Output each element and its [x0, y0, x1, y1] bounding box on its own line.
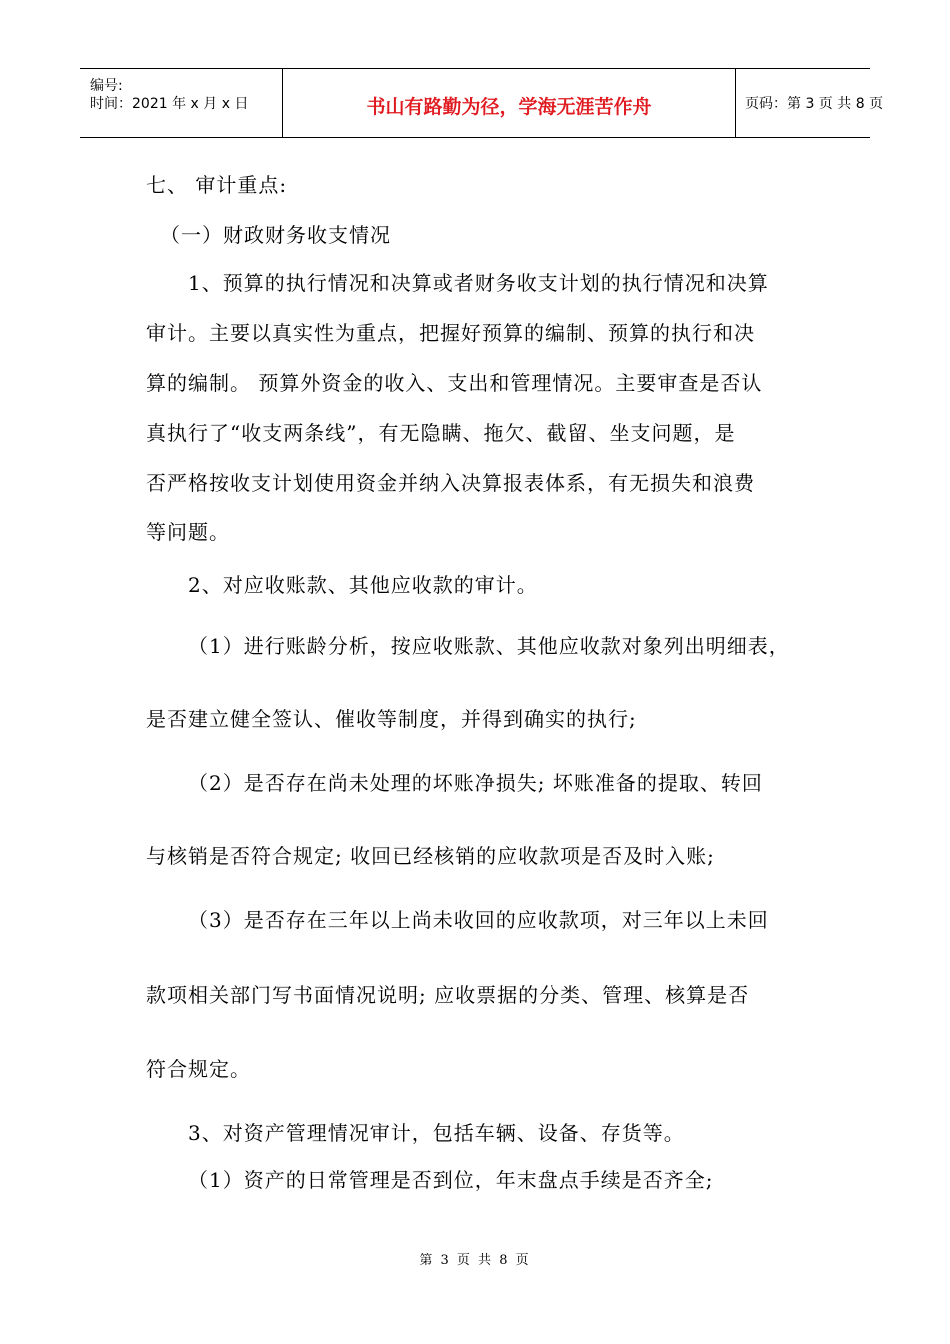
header-middle-cell: [282, 69, 736, 137]
section-heading: 七、 审计重点:: [146, 173, 288, 197]
header-table: [80, 68, 884, 138]
body-line: （2）是否存在尚未处理的坏账净损失; 坏账准备的提取、转回: [188, 771, 763, 795]
body-line: 算的编制。 预算外资金的收入、支出和管理情况。主要审查是否认: [146, 371, 763, 395]
header-left-cell: [80, 69, 282, 137]
body-line: 3、对资产管理情况审计，包括车辆、设备、存货等。: [188, 1121, 685, 1145]
header-page-info: 页码：第 3 页 共 8 页: [745, 96, 884, 112]
body-line: 与核销是否符合规定; 收回已经核销的应收款项是否及时入账;: [146, 844, 715, 868]
body-line: （3）是否存在三年以上尚未收回的应收款项，对三年以上未回: [188, 908, 769, 932]
page-footer: 第 3 页 共 8 页: [419, 1253, 531, 1268]
body-line: （1）资产的日常管理是否到位，年末盘点手续是否齐全;: [188, 1168, 714, 1192]
body-line: 真执行了“收支两条线”，有无隐瞒、拖欠、截留、坐支问题，是: [146, 421, 736, 445]
body-line: （1）进行账龄分析，按应收账款、其他应收款对象列出明细表，: [188, 634, 790, 658]
body-line: 符合规定。: [146, 1057, 251, 1081]
body-line: 是否建立健全签认、催收等制度，并得到确实的执行;: [146, 707, 637, 731]
body-line: 否严格按收支计划使用资金并纳入决算报表体系，有无损失和浪费: [146, 471, 755, 495]
subsection-heading: （一）财政财务收支情况: [160, 223, 391, 247]
body-line: 等问题。: [146, 520, 230, 544]
body-line: 款项相关部门写书面情况说明; 应收票据的分类、管理、核算是否: [146, 983, 750, 1007]
header-right-cell: [735, 69, 884, 137]
document-time-label: 时间：2021 年 x 月 x 日: [90, 96, 249, 112]
document-number-label: 编号:: [90, 78, 123, 94]
body-line: 1、预算的执行情况和决算或者财务收支计划的执行情况和决算: [188, 271, 769, 295]
body-line: 2、对应收账款、其他应收款的审计。: [188, 573, 538, 597]
body-line: 审计。主要以真实性为重点，把握好预算的编制、预算的执行和决: [146, 321, 755, 345]
header-motto: 书山有路勤为径，学海无涯苦作舟: [366, 96, 652, 118]
